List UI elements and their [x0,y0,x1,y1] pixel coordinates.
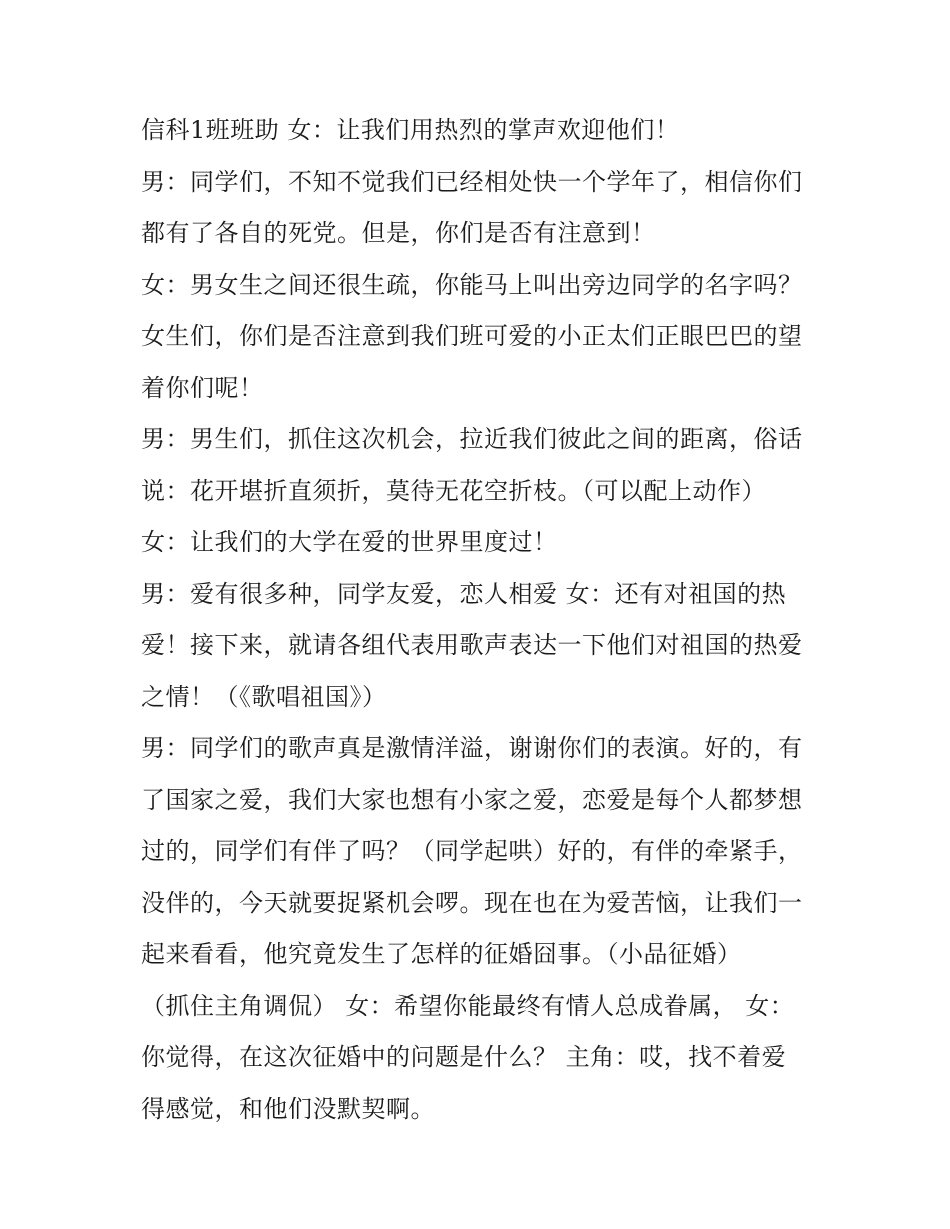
text-line: 男：同学们的歌声真是激情洋溢，谢谢你们的表演。好的，有 [141,734,803,762]
text-line: 男：同学们，不知不觉我们已经相处快一个学年了，相信你们 [141,167,803,196]
text-line: 男：男生们，抓住这次机会，拉近我们彼此之间的距离，俗话 [141,425,803,453]
text-line: 都有了各自的死党。但是，你们是否有注意到！ [141,219,656,247]
text-line: 说：花开堪折直须折，莫待无花空折枝。（可以配上动作） [141,476,766,505]
text-line: 得感觉，和他们没默契啊。 [141,1094,435,1123]
text-line: 没伴的，今天就要捉紧机会啰。现在也在为爱苦恼，让我们一 [141,888,803,917]
text-line: 爱！接下来，就请各组代表用歌声表达一下他们对祖国的热爱 [141,631,803,659]
text-line: 女：让我们的大学在爱的世界里度过！ [141,528,558,556]
text-line: 之情！（《歌唱祖国》） [141,682,387,711]
text-line: 男：爱有很多种，同学友爱，恋人相爱 女：还有对祖国的热 [141,579,787,608]
text-line: 你觉得，在这次征婚中的问题是什么？ 主角：哎，找不着爱 [141,1043,787,1071]
text-line: 过的，同学们有伴了吗？（同学起哄）好的，有伴的牵紧手， [141,837,803,865]
script-text-block [141,105,821,1135]
text-line: （抓住主角调侃） 女：希望你能最终有情人总成眷属， 女： [141,991,795,1020]
text-line: 着你们呢！ [141,373,264,402]
text-line: 信科1班班助 女：让我们用热烈的掌声欢迎他们！ [141,116,680,144]
text-line: 了国家之爱，我们大家也想有小家之爱，恋爱是每个人都梦想 [141,785,803,814]
text-line: 女生们，你们是否注意到我们班可爱的小正太们正眼巴巴的望 [141,322,803,350]
text-line: 女：男女生之间还很生疏，你能马上叫出旁边同学的名字吗？ [141,270,803,299]
text-line: 起来看看，他究竟发生了怎样的征婚囧事。（小品征婚） [141,940,742,968]
